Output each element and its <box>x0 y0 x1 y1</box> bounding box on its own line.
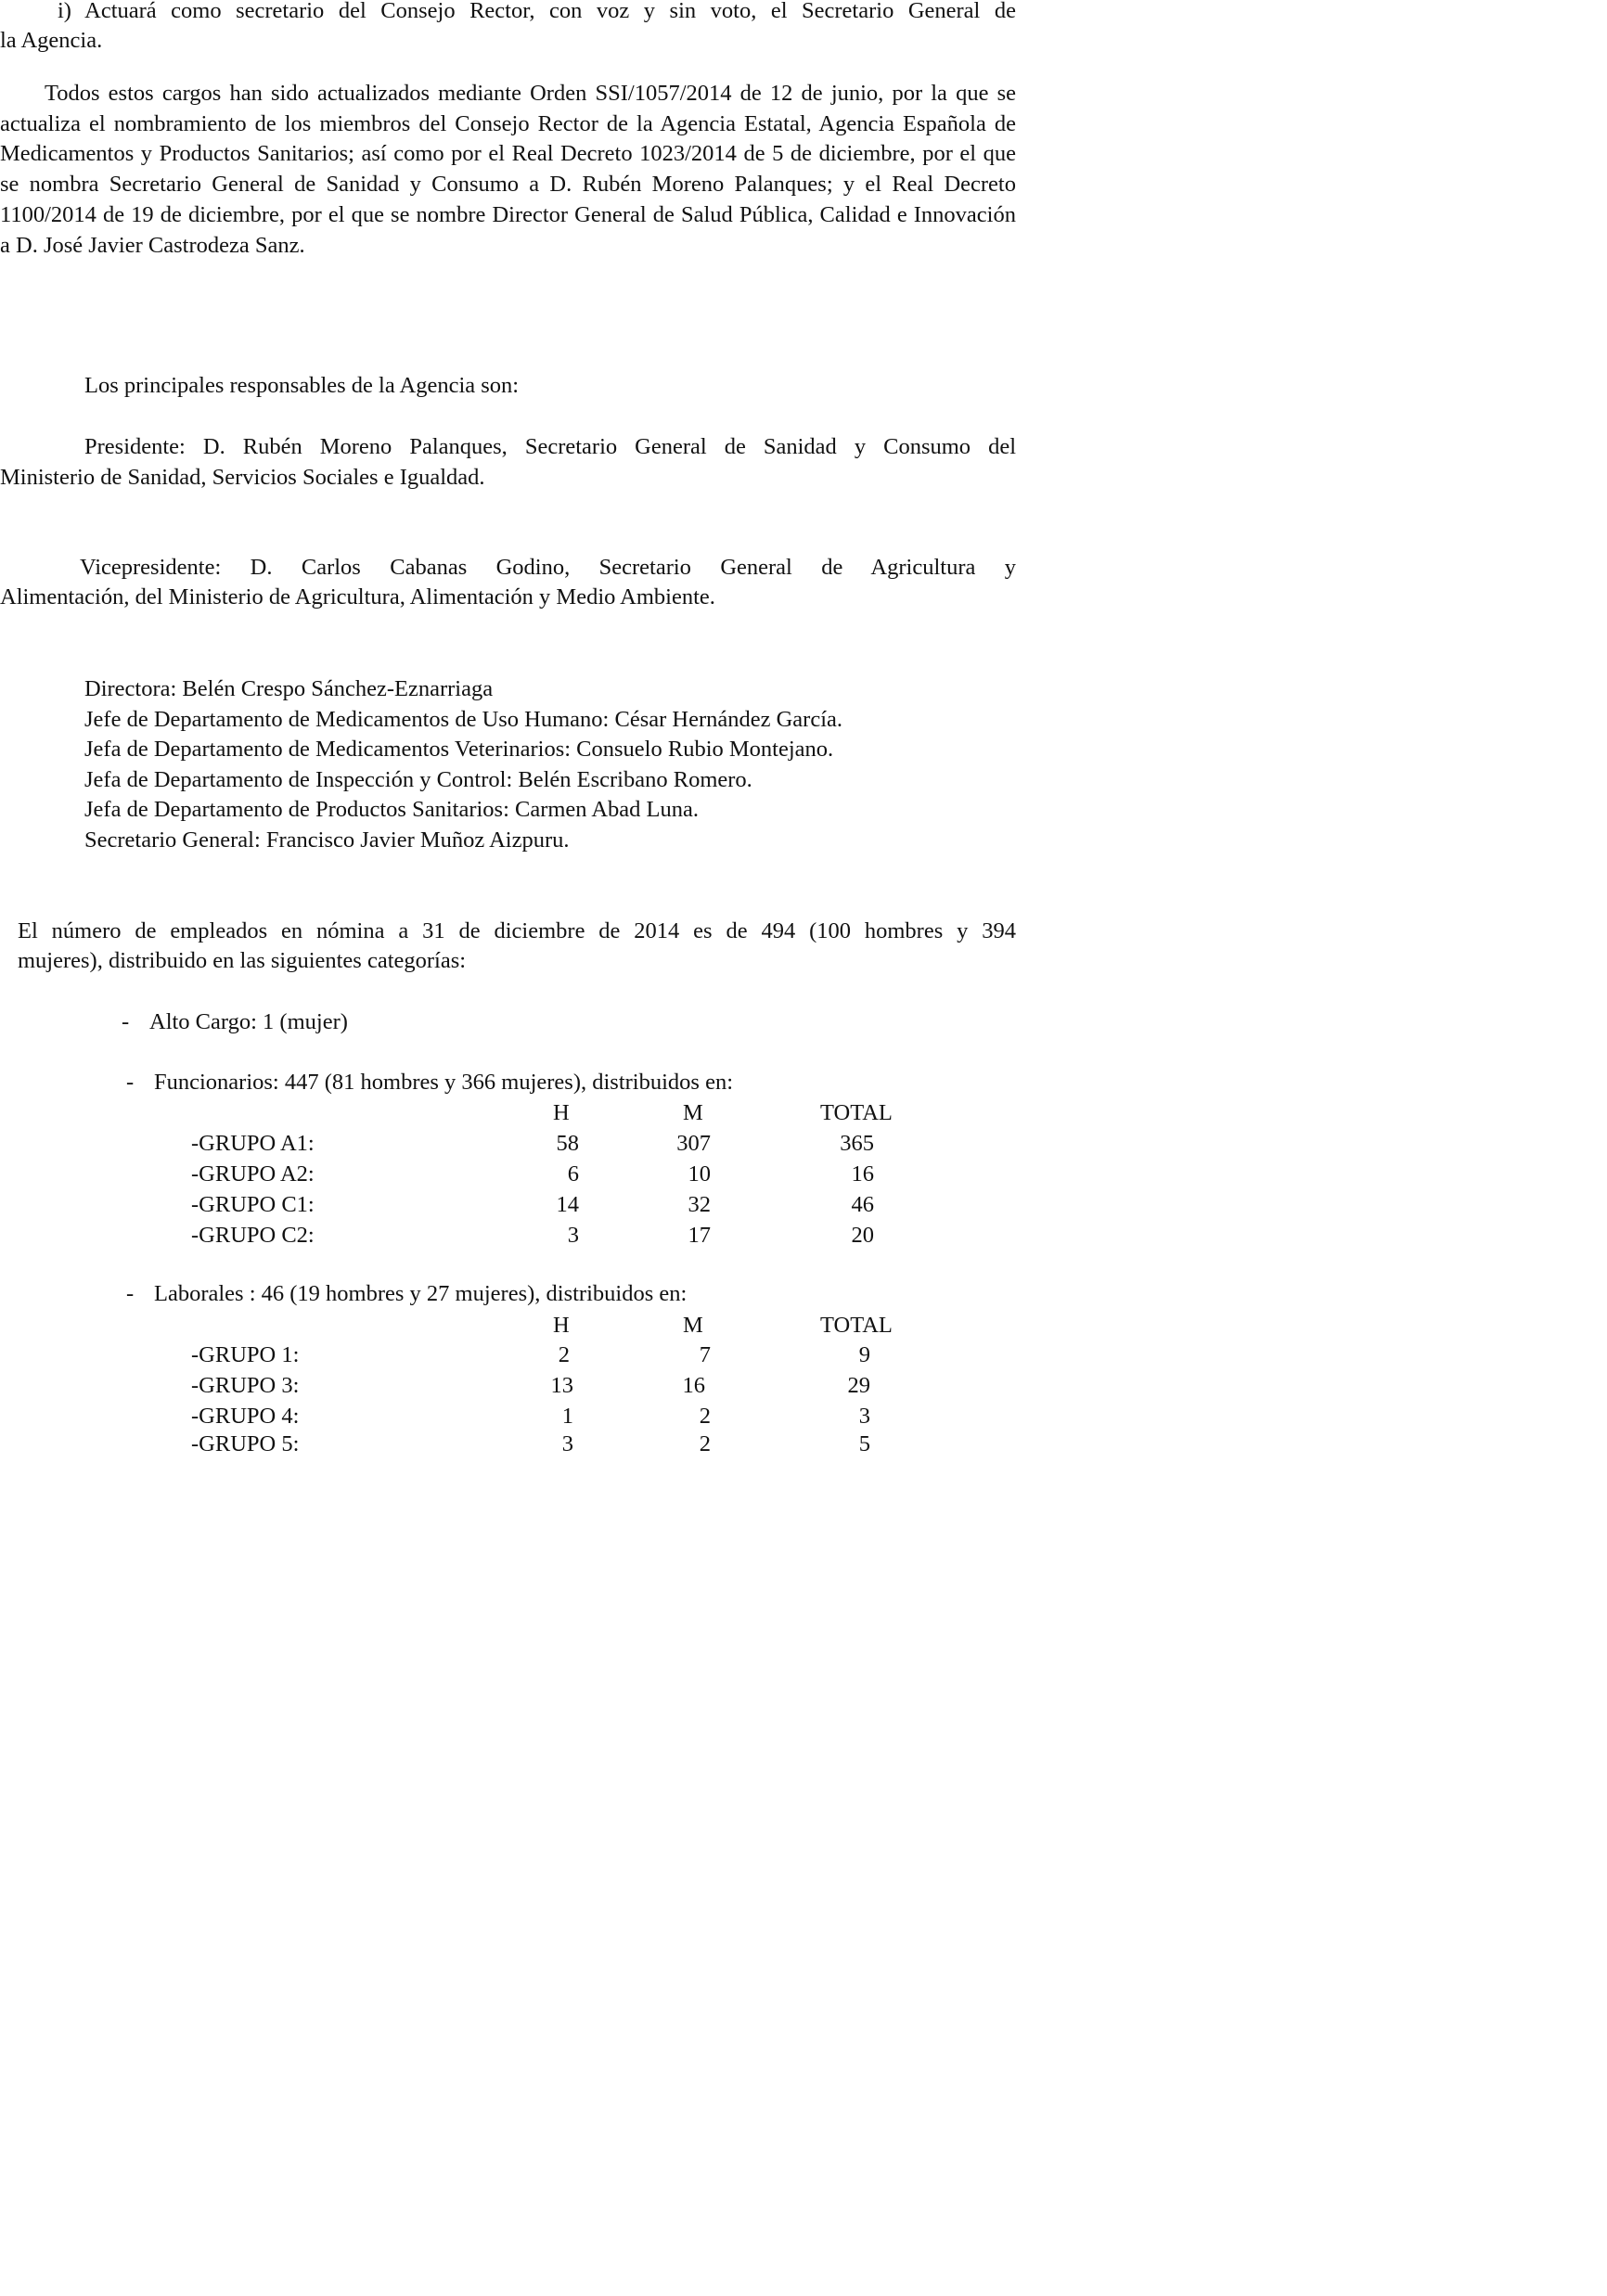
secretario-line-1: i) Actuará como secretario del Consejo Rector, con voz y sin voto, el Secretario General de <box>58 0 1016 23</box>
responsables-intro: Los principales responsables de la Agencia son: <box>84 373 520 398</box>
responsable-item: Jefa de Departamento de Medicamentos Veterinarios: Consuelo Rubio Montejano. <box>84 737 834 762</box>
table-row <box>0 1429 1018 1459</box>
value-m: 2 <box>699 1431 711 1456</box>
value-total: 16 <box>851 1161 874 1186</box>
value-m: 2 <box>699 1404 711 1429</box>
value-total: 3 <box>858 1404 870 1429</box>
table-row <box>0 1340 1018 1370</box>
value-total: 29 <box>847 1373 870 1398</box>
value-m: 307 <box>676 1131 711 1156</box>
value-h: 2 <box>558 1342 570 1367</box>
value-m: 32 <box>688 1192 711 1217</box>
value-h: 6 <box>567 1161 579 1186</box>
presidente-line-1: Presidente: D. Rubén Moreno Palanques, Secretario General de Sanidad y Consumo del <box>84 434 1016 459</box>
value-h: 3 <box>561 1431 573 1456</box>
vicepresidente-line-1: Vicepresidente: D. Carlos Cabanas Godino, Secretario General de Agricultura y <box>80 555 1016 580</box>
responsable-item: Secretario General: Francisco Javier Muñoz Aizpuru. <box>84 827 570 853</box>
header-total: TOTAL <box>820 1100 893 1125</box>
document-page <box>0 0 1018 1455</box>
header-h: H <box>553 1100 570 1125</box>
laborales-title: Laborales : 46 (19 hombres y 27 mujeres), distribuidos en: <box>154 1281 688 1306</box>
grupo-label: -GRUPO C2: <box>191 1223 315 1248</box>
value-total: 46 <box>851 1192 874 1217</box>
table-row <box>0 1370 1018 1401</box>
responsable-item: Jefe de Departamento de Medicamentos de Uso Humano: César Hernández García. <box>84 707 843 732</box>
grupo-label: -GRUPO 5: <box>191 1431 300 1456</box>
vicepresidente-line-2: Alimentación, del Ministerio de Agricultura, Alimentación y Medio Ambiente. <box>0 584 715 609</box>
value-total: 5 <box>858 1431 870 1456</box>
secretario-line-2: la Agencia. <box>0 28 103 53</box>
value-m: 16 <box>682 1373 705 1398</box>
alto-cargo-item: Alto Cargo: 1 (mujer) <box>149 1009 348 1034</box>
value-total: 20 <box>851 1223 874 1248</box>
header-m: M <box>683 1313 703 1338</box>
bullet-mark: - <box>126 1070 135 1095</box>
bullet-mark: - <box>122 1009 130 1034</box>
responsable-item: Jefa de Departamento de Inspección y Control: Belén Escribano Romero. <box>84 767 752 792</box>
bullet-mark: - <box>126 1281 135 1306</box>
grupo-label: -GRUPO 1: <box>191 1342 300 1367</box>
grupo-label: -GRUPO A1: <box>191 1131 315 1156</box>
value-h: 1 <box>561 1404 573 1429</box>
laborales-header-row <box>0 1310 1018 1340</box>
presidente-line-2: Ministerio de Sanidad, Servicios Sociales e Igualdad. <box>0 465 485 490</box>
value-total: 365 <box>840 1131 874 1156</box>
value-m: 10 <box>688 1161 711 1186</box>
value-h: 13 <box>550 1373 573 1398</box>
value-h: 58 <box>556 1131 579 1156</box>
table-row <box>0 1159 1018 1189</box>
grupo-label: -GRUPO 3: <box>191 1373 300 1398</box>
grupo-label: -GRUPO C1: <box>191 1192 315 1217</box>
value-m: 17 <box>688 1223 711 1248</box>
value-m: 7 <box>699 1342 711 1367</box>
table-row <box>0 1401 1018 1431</box>
grupo-label: -GRUPO A2: <box>191 1161 315 1186</box>
value-h: 14 <box>556 1192 579 1217</box>
header-m: M <box>683 1100 703 1125</box>
value-total: 9 <box>858 1342 870 1367</box>
value-h: 3 <box>567 1223 579 1248</box>
grupo-label: -GRUPO 4: <box>191 1404 300 1429</box>
empleados-line-1: El número de empleados en nómina a 31 de diciembre de 2014 es de 494 (100 hombres y 394 <box>18 918 1016 943</box>
cargos-paragraph: Todos estos cargos han sido actualizados mediante Orden SSI/1057/2014 de 12 de junio, por la que se actualiza el nombramiento de los miembros del Consejo Rector de la Agencia Estatal, Agencia Española de Medicamentos y Productos Sanitarios; así como por el Real Decreto 1023/2014 de 5 de diciembre, por el que se nombra Secretario General de Sanidad y Consumo a D. Rubén Moreno Palanques; y el Real Decreto 1100/2014 de 19 de diciembre, por el que se nombre Director General de Salud Pública, Calidad e Innovación a D. José Javier Castrodeza Sanz. <box>0 81 1016 258</box>
funcionarios-title: Funcionarios: 447 (81 hombres y 366 mujeres), distribuidos en: <box>154 1070 733 1095</box>
table-row <box>0 1220 1018 1251</box>
responsable-item: Directora: Belén Crespo Sánchez-Eznarriaga <box>84 676 494 701</box>
table-row <box>0 1189 1018 1220</box>
header-total: TOTAL <box>820 1313 893 1338</box>
header-h: H <box>553 1313 570 1338</box>
funcionarios-header-row <box>0 1097 1018 1128</box>
responsable-item: Jefa de Departamento de Productos Sanitarios: Carmen Abad Luna. <box>84 797 699 822</box>
table-row <box>0 1128 1018 1159</box>
empleados-line-2: mujeres), distribuido en las siguientes categorías: <box>18 948 467 973</box>
